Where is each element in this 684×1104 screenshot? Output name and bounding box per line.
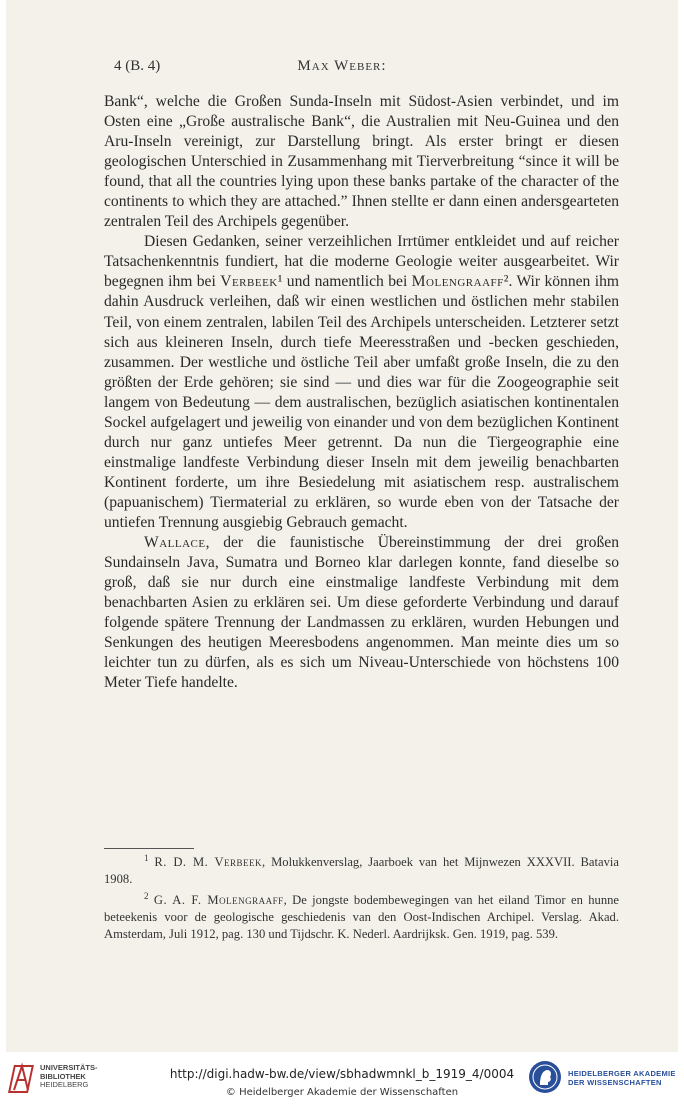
author-name: Wallace xyxy=(144,534,206,552)
body-text xyxy=(104,92,619,693)
page-header xyxy=(6,58,678,82)
footnotes xyxy=(104,850,619,942)
author-name: Molengraaff xyxy=(411,273,504,291)
copyright-notice: © Heidelberger Akademie der Wissenschaften xyxy=(225,1087,459,1098)
footnote-rule xyxy=(104,848,194,849)
running-head: Max Weber: xyxy=(297,58,387,74)
academy-name: HEIDELBERGER AKADEMIE DER WISSENSCHAFTEN xyxy=(568,1069,676,1087)
footnote-2: $^2$ G. A. F. Molengraaff, De jongste bodembewegingen van het eiland Timor en hunne beteekenis voor de geologische geschiedenis van den Oost-Indischen Archipel. Verslag. Akad. Amsterdam, Juli 1912, pag. 130 und Tijdschr. K. Nederl. Aardrijksk. Gen. 1919, pag. 539. xyxy=(104,890,620,941)
page-number: 4 (B. 4) xyxy=(114,58,161,74)
footnote-1: $^1$ R. D. M. Verbeek, Molukkenverslag, Jaarboek van het Mijnwezen XXXVII. Batavia 1908. xyxy=(104,853,619,886)
permalink-url[interactable]: http://digi.hadw-bw.de/view/sbhadwmnkl_b_1919_4/0004 xyxy=(169,1067,515,1081)
paragraph-1: Bank“, welche die Großen Sunda-Inseln mit Südost-Asien verbindet, und im Osten eine „Große australische Bank“, die Australien mit Neu-Guinea und den Aru-Inseln vereinigt, zur Darstellung bringt. Als erster bringt er diesen geologischen Unterschied in Zusammenhang mit Tierverbreitung “since it will be found, that all the countries lying upon these banks partake of the character of the continents to which they are attached.” Ihnen stellte er dann einen andersgearteten zentralen Teil des Archipels gegenüber. xyxy=(104,93,619,231)
author-name: Verbeek xyxy=(220,273,278,291)
paragraph-3: Wallace, der die faunistische Übereinstimmung der drei großen Sundainseln Java, Sumatra und Borneo klar darlegen konnte, fand dieselbe so groß, daß sie nur durch eine einstmalige landfeste Verbindung mit dem benachbarten Asien zu erklären sei. Um diese geforderte Verbindung und darauf folgende spätere Trennung der Landmassen zu erklären, wurden Hebungen und Senkungen des heutigen Meeresbodens angenommen. Man meinte dies um so leichter tun zu dürfen, als es sich um Niveau-Unterschiede von höchstens 100 Meter Tiefe handelte. xyxy=(104,534,619,692)
university-library-name: UNIVERSITÄTS- BIBLIOTHEK HEIDELBERG xyxy=(40,1063,98,1089)
paragraph-2: Diesen Gedanken, seiner verzeihlichen Irrtümer entkleidet und auf reicher Tatsachenkenntnis fundiert, hat die moderne Geologie weiter ausgearbeitet. Wir begegnen ihm bei Verbeek¹ und namentlich bei Molengraaff². Wir können ihm dahin Ausdruck verleihen, daß wir einen westlichen und östlichen mehr stabilen Teil, von einem zentralen, labilen Teil des Archipels unterscheiden. Letzterer setzt sich aus kleineren Inseln, durch tiefe Meeresstraßen und -becken geschieden, zusammen. Der westliche und östliche Teil aber umfaßt große Inseln, die zu den größten der Erde gehören; sie sind — und dies war für die Zoogeographie seit langem von Bedeutung — dem australischen, bezüglich asiatischen kontinentalen Sockel aufgelagert und jeweilig von einander und von dem bezüglichen Kontinent durch nur ganz untiefes Meer getrennt. Da nun die Tiergeographie eine einstmalige landfeste Verbindung dieser Inseln mit dem jeweilig benachbarten Kontinent forderte, um ihre Besiedelung mit asiatischem resp. australischem (papuanischem) Tiermaterial zu erklären, so wurde eben von der Tatsache der untiefen Trennung ausgiebig Gebrauch gemacht. xyxy=(104,233,619,531)
academy-logo-icon[interactable] xyxy=(528,1060,562,1094)
